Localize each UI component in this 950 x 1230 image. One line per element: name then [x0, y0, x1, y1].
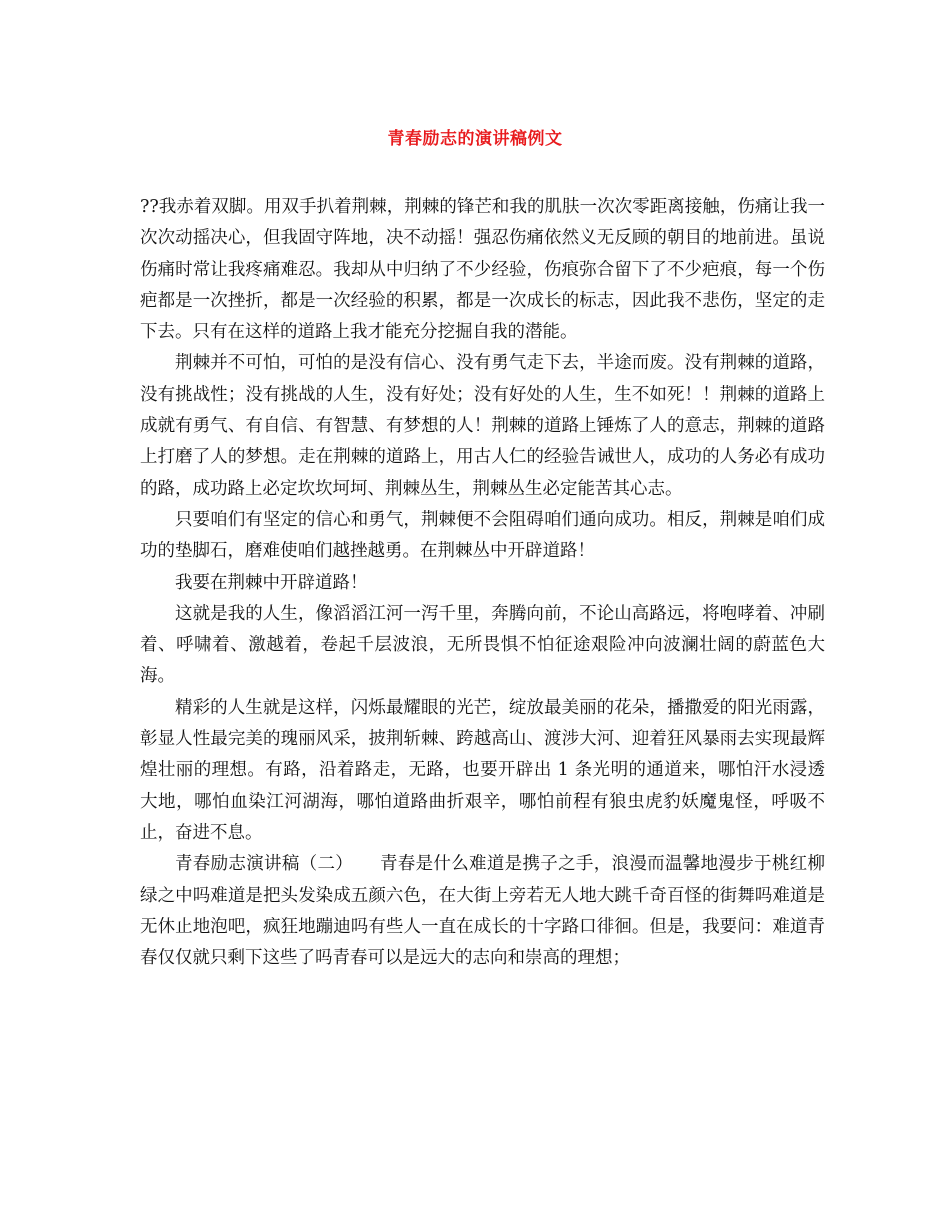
paragraph-2: 荆棘并不可怕，可怕的是没有信心、没有勇气走下去，半途而废。没有荆棘的道路，没有挑战性；没有挑战的人生，没有好处；没有好处的人生，生不如死！！荆棘的道路上成就有勇气、有自信、有智慧、有梦想的人！荆棘的道路上锤炼了人的意志，荆棘的道路上打磨了人的梦想。走在荆棘的道路上，用古人仁的经验告诫世人，成功的人务必有成功的路，成功路上必定坎坎坷坷、荆棘丛生，荆棘丛生必定能苦其心志。 [140, 353, 825, 499]
paragraph-3: 只要咱们有坚定的信心和勇气，荆棘便不会阻碍咱们通向成功。相反，荆棘是咱们成功的垫脚石，磨难使咱们越挫越勇。在荆棘丛中开辟道路！ [140, 509, 825, 562]
document-title: 青春励志的演讲稿例文 [387, 129, 563, 149]
paragraph-5: 这就是我的人生，像滔滔江河一泻千里，奔腾向前，不论山高路远，将咆哮着、冲刷着、呼啸着、激越着，卷起千层波浪，无所畏惧不怕征途艰险冲向波澜壮阔的蔚蓝色大海。 [140, 603, 825, 687]
document-body [140, 192, 825, 974]
paragraph-4: 我要在荆棘中开辟道路！ [175, 572, 368, 593]
paragraph-6: 精彩的人生就是这样，闪烁最耀眼的光芒，绽放最美丽的花朵，播撒爱的阳光雨露，彰显人性最完美的瑰丽风采，披荆斩棘、跨越高山、渡涉大河、迎着狂风暴雨去实现最辉煌壮丽的理想。有路，沿着路走，无路，也要开辟出 1 条光明的通道来，哪怕汗水浸透大地，哪怕血染江河湖海，哪怕道路曲折艰辛，哪怕前程有狼虫虎豹妖魔鬼怪，呼吸不止，奋进不息。 [140, 697, 825, 843]
paragraph-1: ??我赤着双脚。用双手扒着荆棘，荆棘的锋芒和我的肌肤一次次零距离接触，伤痛让我一次次动摇决心，但我固守阵地，决不动摇！强忍伤痛依然义无反顾的朝目的地前进。虽说伤痛时常让我疼痛难忍。我却从中归纳了不少经验，伤痕弥合留下了不少疤痕，每一个伤疤都是一次挫折，都是一次经验的积累，都是一次成长的标志，因此我不悲伤，坚定的走下去。只有在这样的道路上我才能充分挖掘自我的潜能。 [140, 197, 825, 343]
paragraph-7: 青春励志演讲稿（二） 青春是什么难道是携子之手，浪漫而温馨地漫步于桃红柳绿之中吗难道是把头发染成五颜六色，在大街上旁若无人地大跳千奇百怪的街舞吗难道是无休止地泡吧，疯狂地蹦迪吗有些人一直在成长的十字路口徘徊。但是，我要问：难道青春仅仅就只剩下这些了吗青春可以是远大的志向和崇高的理想； [140, 854, 825, 969]
